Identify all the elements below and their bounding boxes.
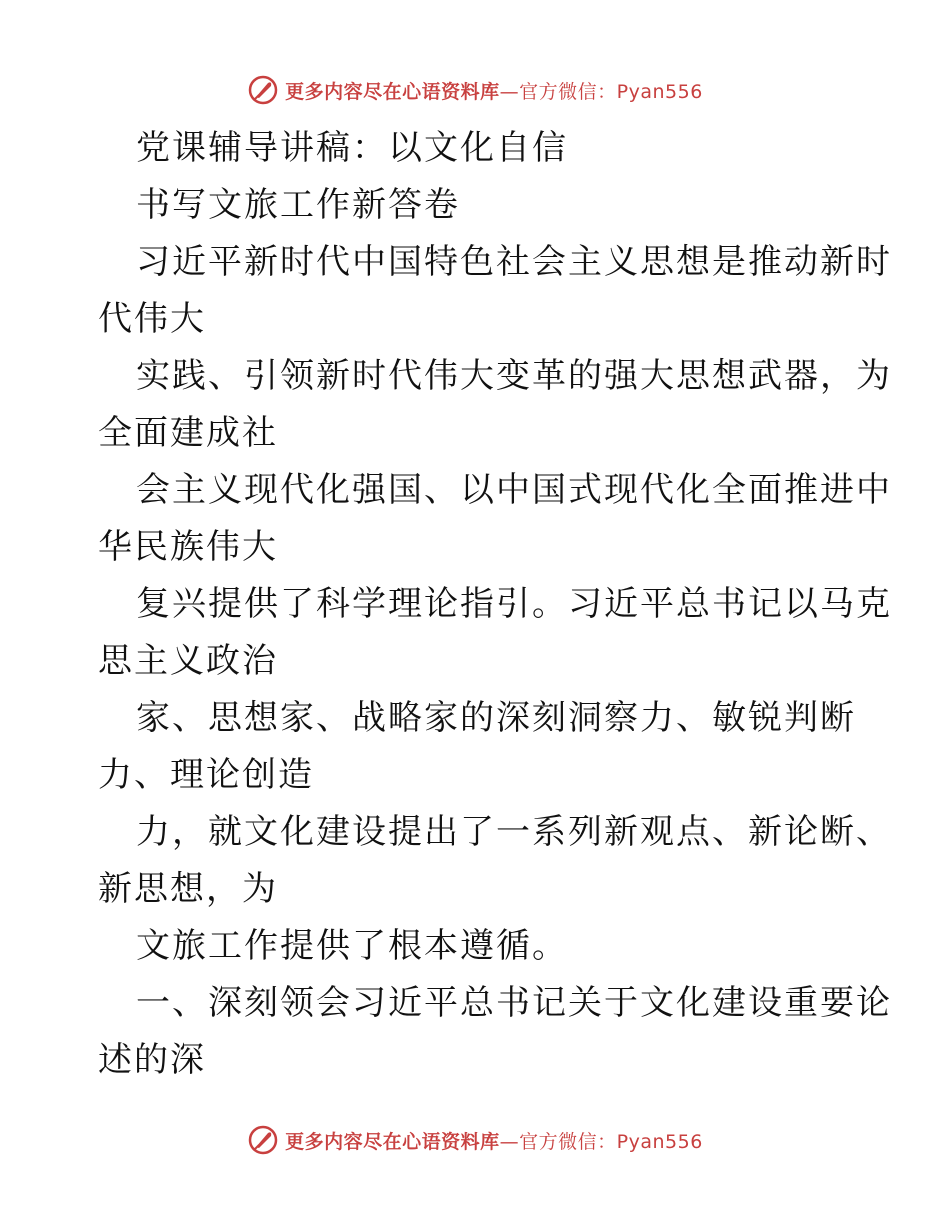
text-line-10: 思主义政治 [98, 641, 278, 681]
text-line-9: 复兴提供了科学理论指引。习近平总书记以马克 [136, 584, 892, 624]
banner-text [285, 1127, 703, 1154]
text-line-17: 述的深 [98, 1040, 206, 1080]
text-line-3: 习近平新时代中国特色社会主义思想是推动新时 [136, 242, 892, 282]
text-line-15: 文旅工作提供了根本遵循。 [136, 926, 568, 966]
feather-pen-logo-icon [247, 74, 279, 106]
text-line-5: 实践、引领新时代伟大变革的强大思想武器，为 [136, 356, 892, 396]
banner-text [285, 77, 703, 104]
text-line-8: 华民族伟大 [98, 527, 278, 567]
text-line-6: 全面建成社 [98, 413, 278, 453]
banner-text-main: 更多内容尽在心语资料库 [285, 1130, 500, 1153]
banner-text-tail: —官方微信：Pyan556 [499, 80, 703, 103]
text-line-16: 一、深刻领会习近平总书记关于文化建设重要论 [136, 983, 892, 1023]
text-line-13: 力，就文化建设提出了一系列新观点、新论断、 [136, 812, 892, 852]
banner-text-main: 更多内容尽在心语资料库 [285, 80, 500, 103]
text-line-11: 家、思想家、战略家的深刻洞察力、敏锐判断 [136, 698, 856, 738]
text-line-7: 会主义现代化强国、以中国式现代化全面推进中 [136, 470, 892, 510]
feather-pen-logo-icon [247, 1124, 279, 1156]
banner-text-tail: —官方微信：Pyan556 [499, 1130, 703, 1153]
footer-banner [0, 1120, 950, 1160]
text-line-4: 代伟大 [98, 299, 206, 339]
text-line-1: 党课辅导讲稿：以文化自信 [136, 128, 568, 168]
header-banner [0, 70, 950, 110]
document-body [98, 120, 892, 1089]
text-line-14: 新思想，为 [98, 869, 278, 909]
text-line-12: 力、理论创造 [98, 755, 314, 795]
text-line-2: 书写文旅工作新答卷 [136, 185, 460, 225]
